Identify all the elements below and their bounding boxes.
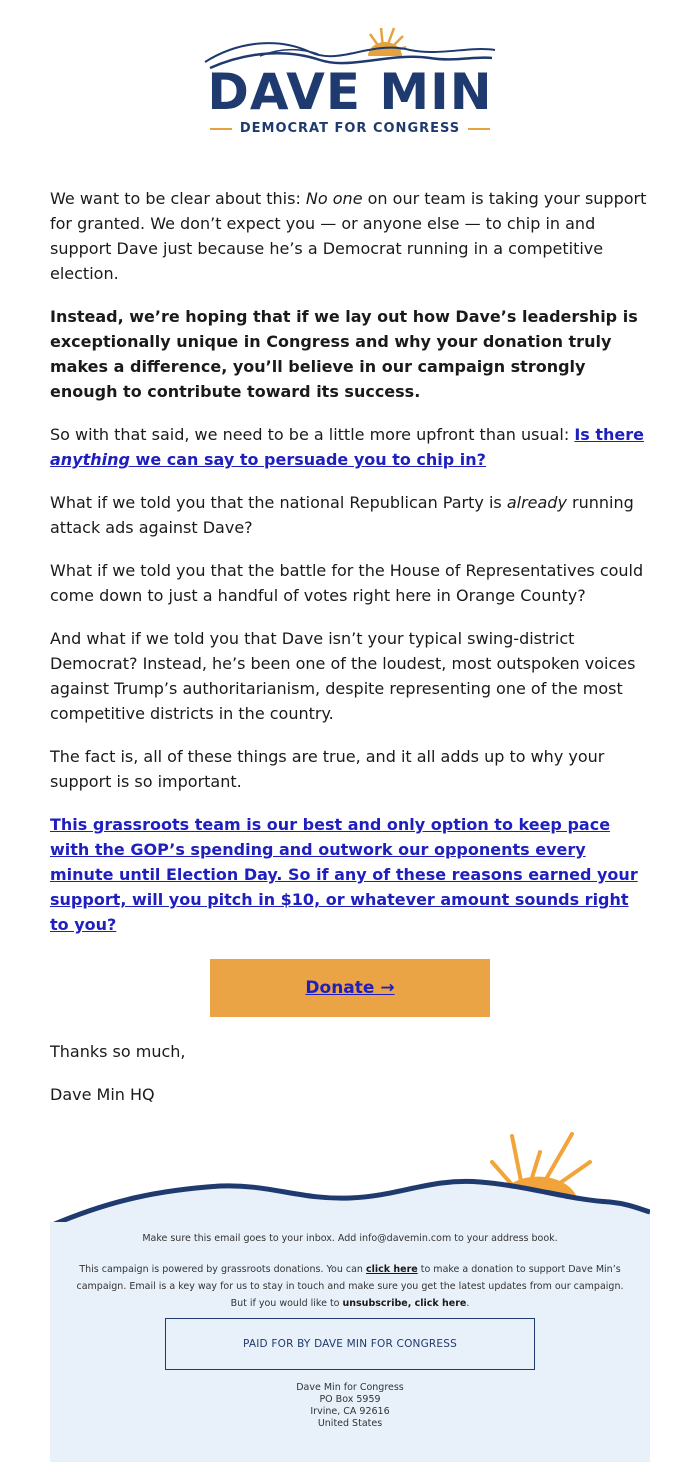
powered-text-c: . bbox=[466, 1298, 470, 1309]
paragraph-1 bbox=[50, 186, 650, 286]
p1-emphasis: No one bbox=[305, 189, 363, 208]
logo-title: DAVE MIN bbox=[207, 63, 493, 121]
signoff: Thanks so much, bbox=[50, 1042, 186, 1061]
mailing-address bbox=[50, 1382, 650, 1430]
p4-text-a: What if we told you that the national Republican Party is bbox=[50, 493, 507, 512]
logo-subtitle bbox=[0, 121, 700, 136]
p4-emphasis: already bbox=[506, 493, 567, 512]
persuade-link-text-a: Is there bbox=[574, 425, 645, 444]
email-header bbox=[0, 0, 700, 160]
powered-by-text bbox=[50, 1247, 650, 1312]
footer-sun-wave-icon bbox=[50, 1130, 650, 1230]
p1-text-b: on our team is taking your support for granted. We don’t expect you — or anyone else — to chip in and support Dave just because he’s a Democrat running in a competitive election. bbox=[50, 189, 647, 283]
paragraph-3 bbox=[50, 422, 650, 472]
donate-click-here-link[interactable]: click here bbox=[365, 1264, 418, 1275]
p3-text: So with that said, we need to be a little more upfront than usual: bbox=[50, 425, 575, 444]
address-line: United States bbox=[317, 1418, 383, 1429]
p4-text-b: running attack ads against Dave? bbox=[50, 493, 634, 537]
persuade-link-emphasis: anything bbox=[50, 450, 130, 469]
paragraph-5: What if we told you that the battle for the House of Representatives could come down to just a handful of votes right here in Orange County? bbox=[50, 561, 644, 605]
right-dash bbox=[468, 128, 490, 130]
powered-text-a: This campaign is powered by grassroots donations. You can bbox=[79, 1264, 366, 1275]
address-book-note: Make sure this email goes to your inbox. Add info@davemin.com to your address book. bbox=[142, 1233, 558, 1244]
powered-text-b: to make a donation to support Dave Min’s campaign. Email is a key way for us to stay in touch and make sure you get the latest updates from our campaign. But if you would like to bbox=[76, 1264, 624, 1309]
paragraph-4 bbox=[50, 490, 650, 540]
address-line: Dave Min for Congress bbox=[296, 1382, 404, 1393]
paragraph-7: The fact is, all of these things are true, and it all adds up to why your support is so important. bbox=[50, 747, 605, 791]
signature: Dave Min HQ bbox=[50, 1085, 155, 1104]
address-line: Irvine, CA 92616 bbox=[310, 1406, 390, 1417]
persuade-link-text-b: we can say to persuade you to chip in? bbox=[129, 450, 486, 469]
address-line: PO Box 5959 bbox=[319, 1394, 381, 1405]
paragraph-2: Instead, we’re hoping that if we lay out how Dave’s leadership is exceptionally unique in Congress and why your donation truly makes a difference, you’ll believe in our campaign strongly enough to contribute toward its success. bbox=[50, 307, 638, 401]
p1-text-a: We want to be clear about this: bbox=[50, 189, 306, 208]
donate-button[interactable]: Donate → bbox=[210, 959, 490, 1017]
unsubscribe-link[interactable]: unsubscribe, click here bbox=[342, 1298, 467, 1309]
donate-button-wrap bbox=[50, 959, 650, 1017]
left-dash bbox=[210, 128, 232, 130]
email-footer bbox=[50, 1222, 650, 1462]
paragraph-6: And what if we told you that Dave isn’t your typical swing-district Democrat? Instead, he’s been one of the loudest, most outspoken voices against Trump’s authoritarianism, despite representing one of the most competitive districts in the country. bbox=[50, 629, 636, 723]
email-body bbox=[50, 186, 650, 1125]
paragraph-8 bbox=[50, 812, 650, 937]
paid-for-disclaimer: PAID FOR BY DAVE MIN FOR CONGRESS bbox=[165, 1318, 535, 1370]
logo-subtitle-text: DEMOCRAT FOR CONGRESS bbox=[239, 121, 461, 136]
pitch-in-link[interactable]: This grassroots team is our best and only option to keep pace with the GOP’s spending and outwork our opponents every minute until Election Day. So if any of these reasons earned your support, will you pitch in $10, or whatever amount sounds right to you? bbox=[50, 815, 638, 934]
